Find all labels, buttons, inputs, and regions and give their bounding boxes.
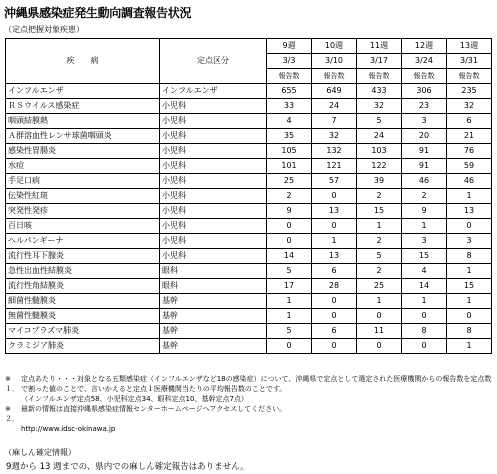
count-cell: 0 (312, 309, 357, 324)
category-cell: 小児科 (160, 144, 267, 159)
week-header: 11週 (357, 39, 402, 54)
disease-cell: 突発性発疹 (6, 204, 160, 219)
count-cell: 11 (357, 324, 402, 339)
disease-cell: クラミジア肺炎 (6, 339, 160, 354)
disease-cell: 細菌性髄膜炎 (6, 294, 160, 309)
count-cell: 0 (357, 309, 402, 324)
count-label-header: 報告数 (402, 69, 447, 84)
table-row (6, 189, 492, 204)
disease-cell: 無菌性髄膜炎 (6, 309, 160, 324)
count-cell: 2 (357, 234, 402, 249)
count-cell: 235 (447, 84, 492, 99)
table-row (6, 219, 492, 234)
disease-cell: 伝染性紅斑 (6, 189, 160, 204)
page-title: 沖縄県感染症発生動向調査報告状況 (4, 6, 192, 20)
table-row (6, 84, 492, 99)
count-cell: 0 (312, 294, 357, 309)
count-cell: 25 (267, 174, 312, 189)
count-label-header: 報告数 (267, 69, 312, 84)
count-cell: 433 (357, 84, 402, 99)
table-row (6, 324, 492, 339)
count-cell: 13 (312, 249, 357, 264)
week-header: 12週 (402, 39, 447, 54)
count-cell: 9 (267, 204, 312, 219)
count-cell: 0 (402, 309, 447, 324)
count-cell: 132 (312, 144, 357, 159)
disease-cell: 流行性耳下腺炎 (6, 249, 160, 264)
count-cell: 91 (402, 159, 447, 174)
week-header: 10週 (312, 39, 357, 54)
count-cell: 6 (312, 264, 357, 279)
page-subtitle: （定点把握対象疾患） (4, 25, 84, 34)
count-cell: 3 (447, 234, 492, 249)
count-cell: 1 (447, 264, 492, 279)
count-cell: 0 (312, 339, 357, 354)
count-cell: 0 (267, 339, 312, 354)
count-cell: 1 (267, 294, 312, 309)
footnote-mark: ※１． (5, 375, 19, 393)
count-cell: 1 (447, 189, 492, 204)
table-row (6, 204, 492, 219)
count-cell: 0 (312, 189, 357, 204)
table-row (6, 114, 492, 129)
category-cell: 基幹 (160, 339, 267, 354)
table-row (6, 249, 492, 264)
count-cell: 4 (402, 264, 447, 279)
count-cell: 1 (267, 309, 312, 324)
disease-cell: 急性出血性結膜炎 (6, 264, 160, 279)
count-cell: 17 (267, 279, 312, 294)
category-cell: 小児科 (160, 99, 267, 114)
table-row (6, 339, 492, 354)
disease-cell: 手足口病 (6, 174, 160, 189)
count-cell: 2 (357, 189, 402, 204)
count-cell: 1 (402, 219, 447, 234)
disease-cell: 感染性胃腸炎 (6, 144, 160, 159)
measles-heading: （麻しん確定情報） (4, 448, 76, 457)
count-label-header: 報告数 (447, 69, 492, 84)
count-cell: 1 (357, 219, 402, 234)
category-cell: 基幹 (160, 294, 267, 309)
week-header: 9週 (267, 39, 312, 54)
disease-cell: 流行性角結膜炎 (6, 279, 160, 294)
count-label-header: 報告数 (357, 69, 402, 84)
category-cell: インフルエンザ (160, 84, 267, 99)
category-cell: 眼科 (160, 264, 267, 279)
count-cell: 14 (267, 249, 312, 264)
count-cell: 122 (357, 159, 402, 174)
category-cell: 小児科 (160, 219, 267, 234)
count-cell: 25 (357, 279, 402, 294)
count-cell: 76 (447, 144, 492, 159)
table-row (6, 264, 492, 279)
category-cell: 小児科 (160, 174, 267, 189)
category-cell: 小児科 (160, 234, 267, 249)
count-cell: 0 (312, 219, 357, 234)
count-cell: 2 (402, 189, 447, 204)
disease-cell: Ａ群溶血性レンサ球菌咽頭炎 (6, 129, 160, 144)
count-cell: 28 (312, 279, 357, 294)
date-header: 3/31 (447, 54, 492, 69)
disease-cell: ＲＳウイルス感染症 (6, 99, 160, 114)
week-header: 13週 (447, 39, 492, 54)
count-cell: 15 (447, 279, 492, 294)
count-cell: 91 (402, 144, 447, 159)
category-cell: 基幹 (160, 324, 267, 339)
count-cell: 6 (312, 324, 357, 339)
count-cell: 101 (267, 159, 312, 174)
count-cell: 105 (267, 144, 312, 159)
category-cell: 基幹 (160, 309, 267, 324)
count-cell: 649 (312, 84, 357, 99)
count-cell: 5 (357, 249, 402, 264)
count-cell: 2 (267, 189, 312, 204)
count-cell: 24 (357, 129, 402, 144)
count-cell: 32 (312, 129, 357, 144)
table-row (6, 234, 492, 249)
date-header: 3/10 (312, 54, 357, 69)
table-row (6, 159, 492, 174)
count-cell: 57 (312, 174, 357, 189)
date-header: 3/24 (402, 54, 447, 69)
count-cell: 8 (447, 324, 492, 339)
footnote-2 (5, 404, 493, 424)
footnotes (5, 374, 493, 434)
disease-cell: 咽頭結膜熱 (6, 114, 160, 129)
category-cell: 小児科 (160, 189, 267, 204)
count-cell: 0 (357, 339, 402, 354)
category-cell: 小児科 (160, 204, 267, 219)
category-cell: 小児科 (160, 159, 267, 174)
date-header: 3/3 (267, 54, 312, 69)
count-cell: 103 (357, 144, 402, 159)
count-cell: 15 (402, 249, 447, 264)
count-cell: 24 (312, 99, 357, 114)
count-cell: 0 (447, 219, 492, 234)
count-cell: 9 (402, 204, 447, 219)
footnote-1 (5, 374, 493, 394)
disease-cell: 水痘 (6, 159, 160, 174)
count-cell: 35 (267, 129, 312, 144)
count-cell: 13 (447, 204, 492, 219)
table-row (6, 279, 492, 294)
count-cell: 5 (267, 324, 312, 339)
count-cell: 5 (267, 264, 312, 279)
disease-cell: マイコプラズマ肺炎 (6, 324, 160, 339)
count-cell: 13 (312, 204, 357, 219)
table-row (6, 294, 492, 309)
count-cell: 3 (402, 114, 447, 129)
count-cell: 33 (267, 99, 312, 114)
table-row (6, 129, 492, 144)
count-cell: 121 (312, 159, 357, 174)
count-cell: 59 (447, 159, 492, 174)
count-cell: 15 (357, 204, 402, 219)
header-row-weeks (6, 39, 492, 54)
category-cell: 小児科 (160, 114, 267, 129)
count-cell: 46 (447, 174, 492, 189)
count-cell: 4 (267, 114, 312, 129)
count-cell: 14 (402, 279, 447, 294)
count-cell: 8 (447, 249, 492, 264)
date-header: 3/17 (357, 54, 402, 69)
footnote-url-link[interactable]: http://www.idsc-okinawa.jp (21, 425, 116, 433)
table-row (6, 309, 492, 324)
count-cell: 655 (267, 84, 312, 99)
count-cell: 1 (357, 294, 402, 309)
count-cell: 3 (402, 234, 447, 249)
footnote-text: 最新の情報は直接沖縄県感染症情報センターホームページへアクセスしてください。 (21, 405, 287, 413)
disease-cell: ヘルパンギーナ (6, 234, 160, 249)
table-row (6, 144, 492, 159)
footnote-text: 定点あたり・・・対象となる五類感染症（インフルエンザなど18の感染症）について、沖縄県で定点として選定された医療機関からの報告数を定点数で割った値のことで、言いかえると定点１医療機関当たりの平均報告数のことです。 (21, 375, 492, 393)
count-cell: 2 (357, 264, 402, 279)
disease-cell: 百日咳 (6, 219, 160, 234)
count-label-header: 報告数 (312, 69, 357, 84)
count-cell: 5 (357, 114, 402, 129)
disease-column-header: 疾 病 (6, 39, 160, 84)
count-cell: 1 (312, 234, 357, 249)
count-cell: 39 (357, 174, 402, 189)
category-cell: 小児科 (160, 249, 267, 264)
footnote-mark: ※２． (5, 405, 19, 423)
count-cell: 0 (402, 339, 447, 354)
count-cell: 46 (402, 174, 447, 189)
table-row (6, 99, 492, 114)
category-cell: 眼科 (160, 279, 267, 294)
footnote-1-sub: （インフルエンザ定点58、小児科定点34、眼科定点10、基幹定点7点） (21, 395, 248, 403)
count-cell: 0 (267, 234, 312, 249)
disease-cell: インフルエンザ (6, 84, 160, 99)
count-cell: 23 (402, 99, 447, 114)
category-column-header: 定点区分 (160, 39, 267, 84)
table-row (6, 174, 492, 189)
count-cell: 32 (357, 99, 402, 114)
count-cell: 8 (402, 324, 447, 339)
count-cell: 1 (447, 339, 492, 354)
count-cell: 6 (447, 114, 492, 129)
count-cell: 20 (402, 129, 447, 144)
count-cell: 21 (447, 129, 492, 144)
category-cell: 小児科 (160, 129, 267, 144)
report-table (5, 38, 492, 354)
count-cell: 7 (312, 114, 357, 129)
count-cell: 0 (447, 309, 492, 324)
count-cell: 0 (267, 219, 312, 234)
count-cell: 32 (447, 99, 492, 114)
count-cell: 306 (402, 84, 447, 99)
count-cell: 1 (402, 294, 447, 309)
count-cell: 1 (447, 294, 492, 309)
measles-text: 9週から 13 週までの、県内での麻しん確定報告はありません。 (6, 462, 249, 472)
